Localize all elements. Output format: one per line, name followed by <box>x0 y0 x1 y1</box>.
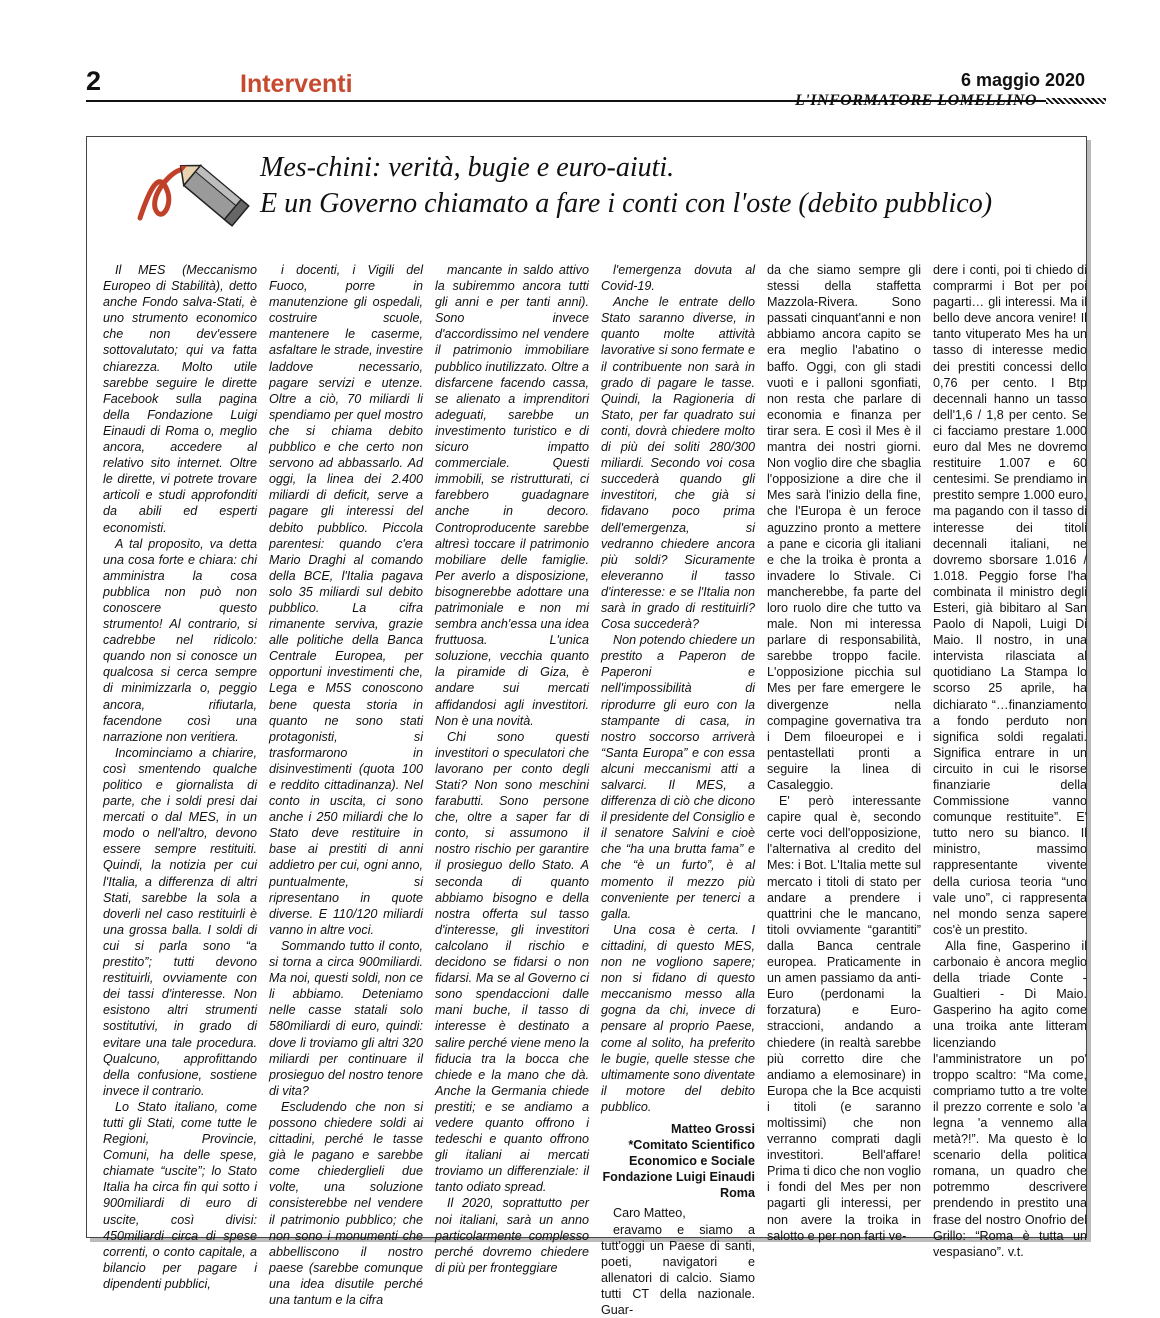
page-number: 2 <box>86 66 102 96</box>
article-columns <box>103 262 1088 1317</box>
column-5 <box>767 262 922 1243</box>
paragraph: Alla fine, Gasperino il carbonaio è ancora meglio della triade Conte - Gualtieri - Di Maio. Gasperino ha agito come una troika ante litteram licenziando l'amministratore un po' troppo scaltro: “Ma come, compriamo tutto a tre volte il prezzo corrente e solo 'a legna 'a vennemo alla metà?!”. Ma questo è lo scenario della politica romana, un quadro che potremmo descrivere prendendo in prestito una frase del nostro Onofrio del Grillo: “Roma è tutta un vespasiano”. v.t. <box>933 938 1087 1259</box>
column-6 <box>933 262 1088 1259</box>
paragraph: A tal proposito, va detta una cosa forte e chiara: chi amministra la cosa pubblica non può non conoscere questo strumento! Al contrario, si cadrebbe nel ridicolo: quando non si conosce un qualcosa si cerca sempre di minimizzarla o, peggio ancora, rifiutarla, facendone così una narrazione non veritiera. <box>103 536 257 744</box>
column-2 <box>269 262 423 1307</box>
paragraph: eravamo e siamo a tutt'oggi un Paese di santi, poeti, navigatori e allenatori di calcio. Siamo tutti CT della nazionale. Guar- <box>601 1222 755 1317</box>
signature-line: Fondazione Luigi Einaudi <box>602 1170 755 1185</box>
paragraph: Anche le entrate dello Stato saranno diverse, in quanto molte attività lavorative si sono fermate e il contribuente non sarà in grado di pagare le tasse. Quindi, la Ragioneria di Stato, per far quadrato sui conti, dovrà chiedere molto di più dei soliti 280/300 miliardi. Secondo voi cosa succederà quando gli investitori, che già si fidavano poco prima dell'emergenza, si vedranno chiedere ancora più soldi? Sicuramente eleveranno il tasso d'interesse: e se l'Italia non sarà in grado di restituirli? Cosa succederà? <box>601 295 755 632</box>
paragraph: Non potendo chiedere un prestito a Paperon de Paperoni e nell'impossibilità di riprodurre gli euro con la stampante di casa, in nostro soccorso arriverà “Santa Europa” e con essa alcuni meccanismi atti a salvarci. Il MES, a differenza di ciò che dicono il presidente del Consiglio e il senatore Salvini e cioè che “ha una brutta fama” e che “è un furto”, è al momento il mezzo più conveniente per tenerci a galla. <box>601 633 756 921</box>
author-signature <box>601 1121 755 1201</box>
signature-line: *Comitato Scientifico <box>628 1138 755 1153</box>
masthead: L'INFORMATORE LOMELLINO <box>795 92 1037 109</box>
signature-line: Roma <box>720 1186 755 1201</box>
paragraph: da che siamo sempre gli stessi della staffetta Mazzola-Rivera. Sono passati cinquant'anni e non abbiamo ancora capito se era meglio l'abatino o baffo. Oggi, con gli stadi vuoti e i palloni sgonfiati, non resta che parlare di economia e finanza per tirar sera. E così il Mes è il mantra dei nostri giorni. Non voglio dire che sbaglia l'opposizione a dire che il Mes sarà l'inizio della fine, che l'Europa è un feroce aguzzino pronto a mettere a pane e cicoria gli italiani e che la troika è pronta a invadere lo Stivale. Ci mancherebbe, fa parte del loro ruolo dire che tutto va male. Non mi interessa parlare di responsabilità, sarebbe troppo facile. L'opposizione picchia sul Mes per fare emergere le divergenze nella compagine governativa tra i Dem filoeuropei e i pentastellati pronti a seguire la linea di Casaleggio. <box>767 263 921 792</box>
paragraph: Il 2020, soprattutto per noi italiani, sarà un anno particolarmente complesso perché dovremo chiedere di più per fronteggiare <box>435 1196 589 1275</box>
paragraph: mancante in saldo attivo la subiremmo ancora tutti gli anni e per tanti anni). Sono invece d'accordissimo nel vendere il patrimonio immobiliare pubblico inutilizzato. Oltre a disfarcene facendo cassa, se alienato a imprenditori adeguati, sarebbe un investimento turistico e di sicuro impatto commerciale. Questi immobili, se ristrutturati, ci farebbero guadagnare anche in decoro. Controproducente sarebbe altresì toccare il patrimonio mobiliare delle famiglie. Per averlo a disposizione, bisognerebbe adottare una patrimoniale e non mi sembra anch'essa una idea fruttuosa. L'unica soluzione, vecchia quanto la piramide di Giza, è andare sui mercati affidandosi agli investitori. Non è una novità. <box>435 263 590 728</box>
header-rule <box>86 100 1106 102</box>
paragraph: l'emergenza dovuta al Covid-19. <box>601 263 755 294</box>
column-4 <box>601 262 756 1317</box>
signature-line: Economico e Sociale <box>629 1154 755 1169</box>
paragraph: Chi sono questi investitori o speculatori che lavorano per conto degli Stati? Non sono meschini farabutti. Sono persone che, oltre a saper far di conto, si assumono il nostro rischio per garantire il prosieguo dello Stato. A seconda di quanto abbiamo bisogno e della nostra offerta sul tasso d'interesse, gli investitori calcolano il rischio e decidono se fidarsi o non fidarsi. Ma se al Governo ci sono spendaccioni dalle mani buche, il tasso di interesse è destinato a salire perché viene meno la fiducia tra la bocca che chiede e la mano che dà. Anche la Germania chiede prestiti; e se andiamo a vedere quanto offrono i tedeschi e quanto offrono gli italiani ai mercati troviamo un differenziale: il tanto odiato spread. <box>435 729 590 1195</box>
paragraph: Una cosa è certa. I cittadini, di questo MES, non ne vogliono sapere; non si fidano di questo meccanismo messo alla gogna da chi, invece di pensare al proprio Paese, come al solito, ha preferito le bugie, quelle stesse che ultimamente sono diventate il motore del debito pubblico. <box>601 922 756 1114</box>
paragraph: Escludendo che non si possono chiedere soldi ai cittadini, perché le tasse già le pagano e sarebbe come chiederglieli due volte, una soluzione consisterebbe nel vendere il patrimonio pubblico; che non sono i monumenti che abbelliscono il nostro paese (sarebbe comunque una idea disutile perché una tantum e la cifra <box>269 1099 423 1307</box>
paragraph: Lo Stato italiano, come tutti gli Stati, come tutte le Regioni, Provincie, Comuni, ha delle spese, chiamate “uscite”; lo Stato Italia ha circa fin qui sotto i 900miliardi di euro di uscite, così divisi: 450miliardi circa di spese correnti, o conto capitale, a bilancio per pagare i dipendenti pubblici, <box>103 1099 257 1291</box>
paragraph: Incominciamo a chiarire, così smentendo qualche politico e giornalista di parte, che i soldi presi dai mercati o dal MES, in un modo o nell'altro, devono essere sempre restituiti. Quindi, la notizia per cui l'Italia, a differenza di altri Stati, sarebbe la sola a doverli nel caso restituirli è una grossa balla. I soldi di cui si parla sono “a prestito”; tutti devono restituirli, ovviamente con dei tassi d'interesse. Non esistono altri strumenti sostitutivi, in grado di evitare una tale procedura. Qualcuno, approfittando della confusione, sostiene invece il contrario. <box>103 745 257 1098</box>
column-3 <box>435 262 590 1275</box>
pencil-icon <box>130 148 260 238</box>
paragraph: i docenti, i Vigili del Fuoco, porre in manutenzione gli ospedali, costruire scuole, mantenere le caserme, asfaltare le strade, investire laddove necessario, pagare servizi e utenze. Oltre a ciò, 70 miliardi li spendiamo per quel mostro che si chiama debito pubblico e che certo non servono ad abbassarlo. Ad oggi, la linea dei 2.400 miliardi di deficit, serve a pagare gli interessi del debito pubblico. Piccola parentesi: quando c'era Mario Draghi al comando della BCE, l'Italia pagava solo 35 miliardi sul debito pubblico. La cifra rimanente serviva, grazie alle politiche della Banca Centrale Europea, per opportuni investimenti che, Lega e M5S conoscono bene questa storia in quanto ne sono stati protagonisti, si trasformarono in disinvestimenti (quota 100 e reddito cittadinanza). Nel conto in uscita, ci sono anche i 250 miliardi che lo Stato deve restituire in base ai prestiti di anni addietro per cui, ogni anno, puntualmente, si ripresentano in quote diverse. E 110/120 miliardi vanno in altre voci. <box>269 263 423 937</box>
headline-line-1: Mes-chini: verità, bugie e euro-aiuti. <box>260 152 675 183</box>
paragraph: Sommando tutto il conto, si torna a circa 900miliardi. Ma noi, questi soldi, non ce li abbiamo. Deteniamo nelle casse statali solo 580miliardi di euro, quindi: dove li troviamo gli altri 320 miliardi per continuare il prosieguo del nostro tenore di vita? <box>269 938 423 1098</box>
issue-date: 6 maggio 2020 <box>960 70 1085 90</box>
headline-line-2: E un Governo chiamato a fare i conti con l'oste (debito pubblico) <box>260 188 993 219</box>
paragraph: dere i conti, poi ti chiedo di comprarmi i Bot per poi pagarti… gli interessi. Ma il bello deve ancora venire! Il tanto vituperato Mes ha un tasso di interesse medio dei prestiti concessi dello 0,76 per cento. I Btp decennali hanno un tasso dell'1,6 / 1,8 per cento. Se ci facciamo prestare 1.000 euro dal Mes ne dovremo restituire 1.007 e 60 centesimi. Se prendiamo in prestito sempre 1.000 euro, ma pagando con il tasso di interesse dei titoli decennali italiani, ne dovremo sborsare 1.016 / 1.018. Peggio forse l'ha combinata il ministro degli Esteri, già bibitaro al San Paolo di Napoli, Luigi Di Maio. Il nostro, in una intervista rilasciata al quotidiano La Stampa lo scorso 25 aprile, ha dichiarato “…finanziamento a fondo perduto non significa soldi regalati. Significa entrare in un circuito in cui le risorse finanziarie della Commissione vanno comunque restituite”. E' tutto nero su bianco. Il ministro, massimo rappresentante vivente della curiosa teoria “uno vale uno”, ci rappresenta nel mondo senza sapere cos'è un prestito. <box>933 263 1088 937</box>
header-rule-hatch <box>1046 98 1106 104</box>
paragraph: E' però interessante capire qual è, secondo certe voci dell'opposizione, l'alternativa al credito del Mes: i Bot. L'Italia mette sul mercato i titoli di stato per andare a prendere i quattrini che le mancano, titoli ovviamente “garantiti” dalla Banca centrale europea. Praticamente in un amen passiamo da anti-Euro (perdonami la forzatura) e Euro-straccioni, andando a chiedere (in realtà sarebbe più corretto dire che andiamo a elemosinare) in Europa che la Bce acquisti i titoli (e saranno moltissimi) che non verranno comprati dagli investitori. Bell'affare! Prima ti dico che non voglio i fondi del Mes per non pagarti gli interessi, per non avere la troika in salotto e per non farti ve- <box>767 794 922 1243</box>
paragraph: Caro Matteo, <box>613 1206 686 1221</box>
section-title: Interventi <box>240 70 353 98</box>
column-1 <box>103 262 257 1291</box>
article-headline <box>260 150 1060 222</box>
paragraph: Il MES (Meccanismo Europeo di Stabilità), detto anche Fondo salva-Stati, è uno strumento economico che non dev'essere sottovalutato; qui va fatta chiarezza. Molto utile sarebbe seguire le dirette Facebook sulla pagina della Fondazione Luigi Einaudi di Roma o, meglio ancora, accedere al relativo sito internet. Oltre le dirette, vi potrete trovare articoli e studi approfonditi da abili ed esperti economisti. <box>103 263 257 535</box>
signature-line: Matteo Grossi <box>671 1121 755 1136</box>
